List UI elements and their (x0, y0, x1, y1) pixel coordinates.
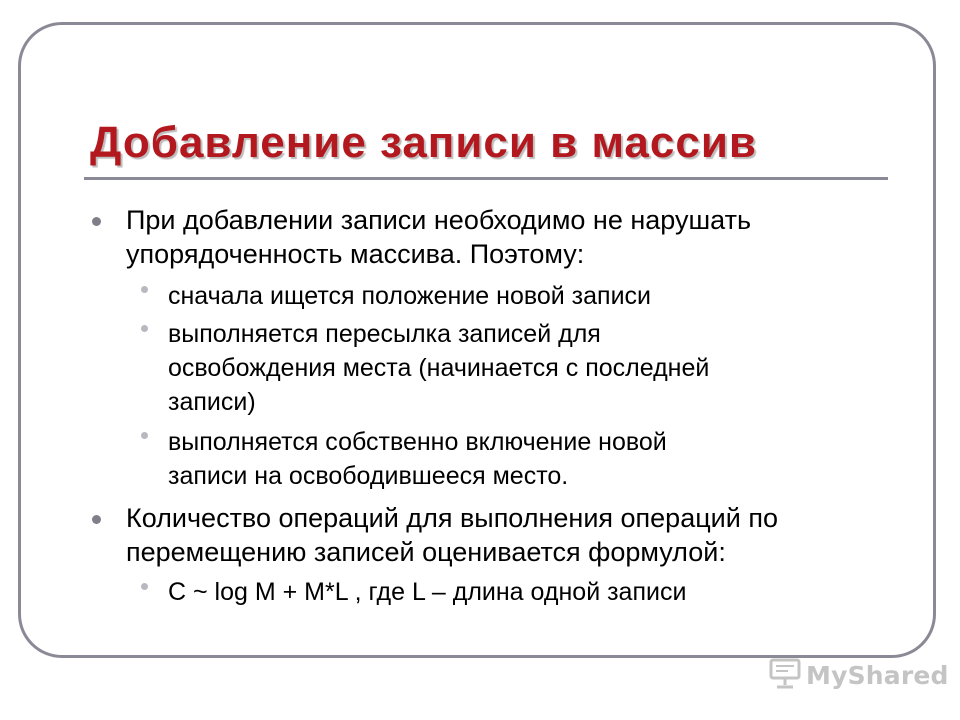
presentation-board-icon (768, 656, 802, 695)
bullet-2-line-1: Количество операций для выполнения операций по (126, 503, 778, 533)
sub-bullet-1-2-line-1: выполняется пересылка записей для (168, 320, 601, 348)
sub-bullet-dot-icon (141, 325, 148, 332)
watermark-text: MyShared (806, 660, 949, 690)
bullet-1-line-2: упорядоченность массива. Поэтому: (126, 239, 585, 269)
bullet-dot-icon (92, 217, 101, 226)
slide-title: Добавление записи в массив (90, 118, 757, 167)
sub-bullet-dot-icon (141, 583, 148, 590)
sub-bullet-1-1-line-1: сначала ищется положение новой записи (168, 282, 651, 310)
bullet-1-line-1: При добавлении записи необходимо не нарушать (126, 205, 752, 235)
sub-bullet-1-2-line-3: записи) (168, 388, 256, 416)
sub-bullet-1-3-line-1: выполняется собственно включение новой (168, 428, 667, 456)
bullet-dot-icon (92, 515, 101, 524)
title-divider (84, 177, 888, 180)
watermark (768, 655, 949, 695)
bullet-2-line-2: перемещению записей оценивается формулой: (126, 537, 726, 567)
sub-bullet-1-3-line-2: записи на освободившееся место. (168, 462, 569, 490)
sub-bullet-dot-icon (141, 286, 148, 293)
sub-bullet-1-2-line-2: освобождения места (начинается с последней (168, 354, 710, 382)
sub-bullet-2-1-line-1: С ~ log M + M*L , где L – длина одной записи (168, 578, 687, 606)
sub-bullet-dot-icon (141, 432, 148, 439)
